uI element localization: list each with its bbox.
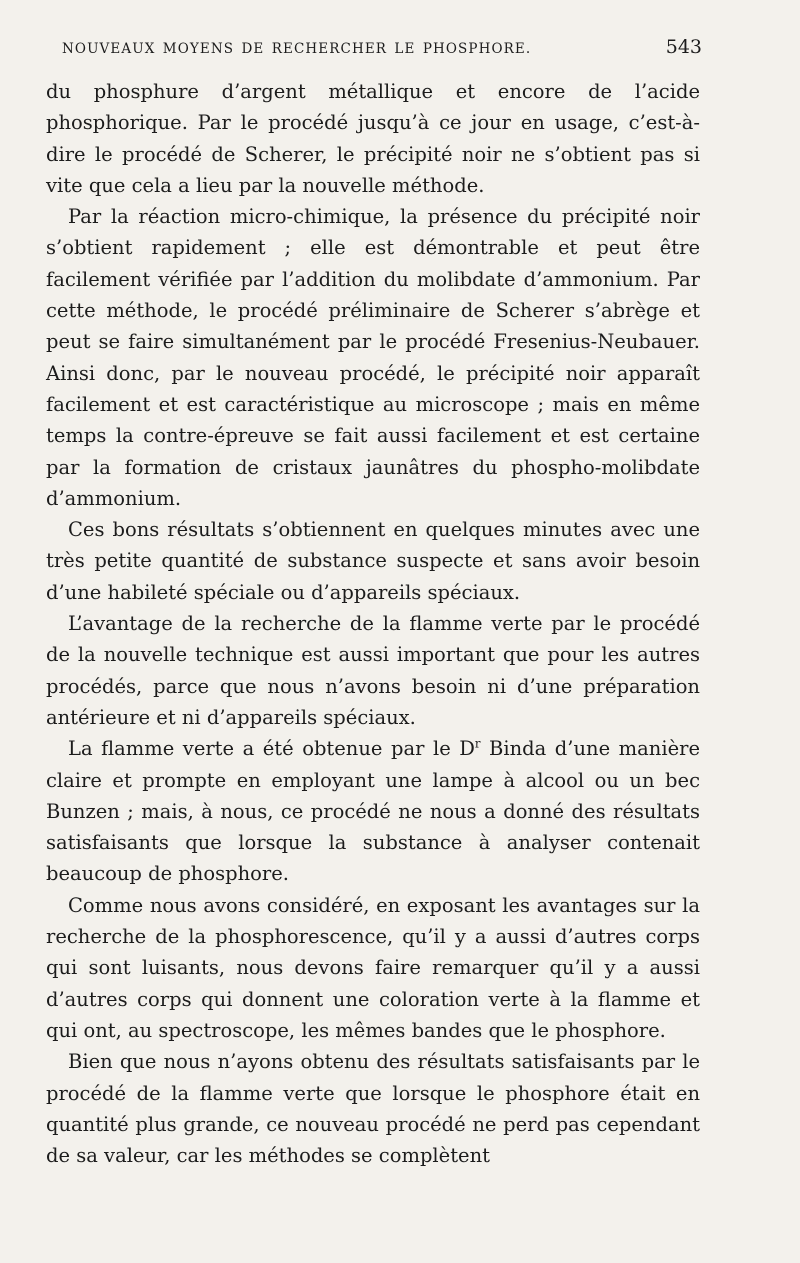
body-text [46, 76, 700, 1171]
paragraph-1: du phosphure d’argent métallique et encore de l’acide phosphorique. Par le procédé jusqu’à ce jour en usage, c’est-à-dire le procédé de Scherer, le précipité noir ne s’obtient pas si vite que cela a lieu par la nouvelle méthode. [46, 80, 700, 197]
paragraph-5-end: Binda d’une manière claire et prompte en employant une lampe à alcool ou un bec Bunzen ; mais, à nous, ce procédé ne nous a donné des résultats satisfaisants que lorsque la substance à analyser contenait beaucoup de phosphore. [46, 737, 700, 886]
paragraph-6: Comme nous avons considéré, en exposant les avantages sur la recherche de la phosphorescence, qu’il y a aussi d’autres corps qui sont luisants, nous devons faire remarquer qu’il y a aussi d’autres corps qui donnent une coloration verte à la flamme et qui ont, au spectroscope, les mêmes bandes que le phosphore. [46, 893, 700, 1042]
page-header [46, 36, 700, 76]
page-number: 543 [665, 36, 702, 58]
paragraph-5 [46, 733, 700, 889]
running-title: NOUVEAUX MOYENS DE RECHERCHER LE PHOSPHORE. [62, 41, 532, 57]
doctor-abbreviation-superscript: r [474, 736, 481, 751]
paragraph-7: Bien que nous n’ayons obtenu des résultats satisfaisants par le procédé de la flamme verte que lorsque le phosphore était en quantité plus grande, ce nouveau procédé ne perd pas cependant de sa valeur, car les méthodes se complètent [46, 1050, 700, 1168]
paragraph-2: Par la réaction micro-chimique, la présence du précipité noir s’obtient rapidement ; elle est démontrable et peut être facilement vérifiée par l’addition du molibdate d’ammonium. Par cette méthode, le procédé préliminaire de Scherer s’abrège et peut se faire simultanément par le procédé Fresenius-Neubauer. Ainsi donc, par le nouveau procédé, le précipité noir apparaît facilement et est caractéristique au microscope ; mais en même temps la contre-épreuve se fait aussi facilement et est certaine par la formation de cristaux jaunâtres du phospho-molibdate d’ammonium. [46, 205, 700, 510]
paragraph-4: L’avantage de la recherche de la flamme verte par le procédé de la nouvelle technique est aussi important que pour les autres procédés, parce que nous n’avons besoin ni d’une préparation antérieure et ni d’appareils spéciaux. [46, 612, 700, 729]
paragraph-3: Ces bons résultats s’obtiennent en quelques minutes avec une très petite quantité de substance suspecte et sans avoir besoin d’une habileté spéciale ou d’appareils spéciaux. [46, 518, 700, 604]
paragraph-5-start: La flamme verte a été obtenue par le D [68, 737, 475, 761]
